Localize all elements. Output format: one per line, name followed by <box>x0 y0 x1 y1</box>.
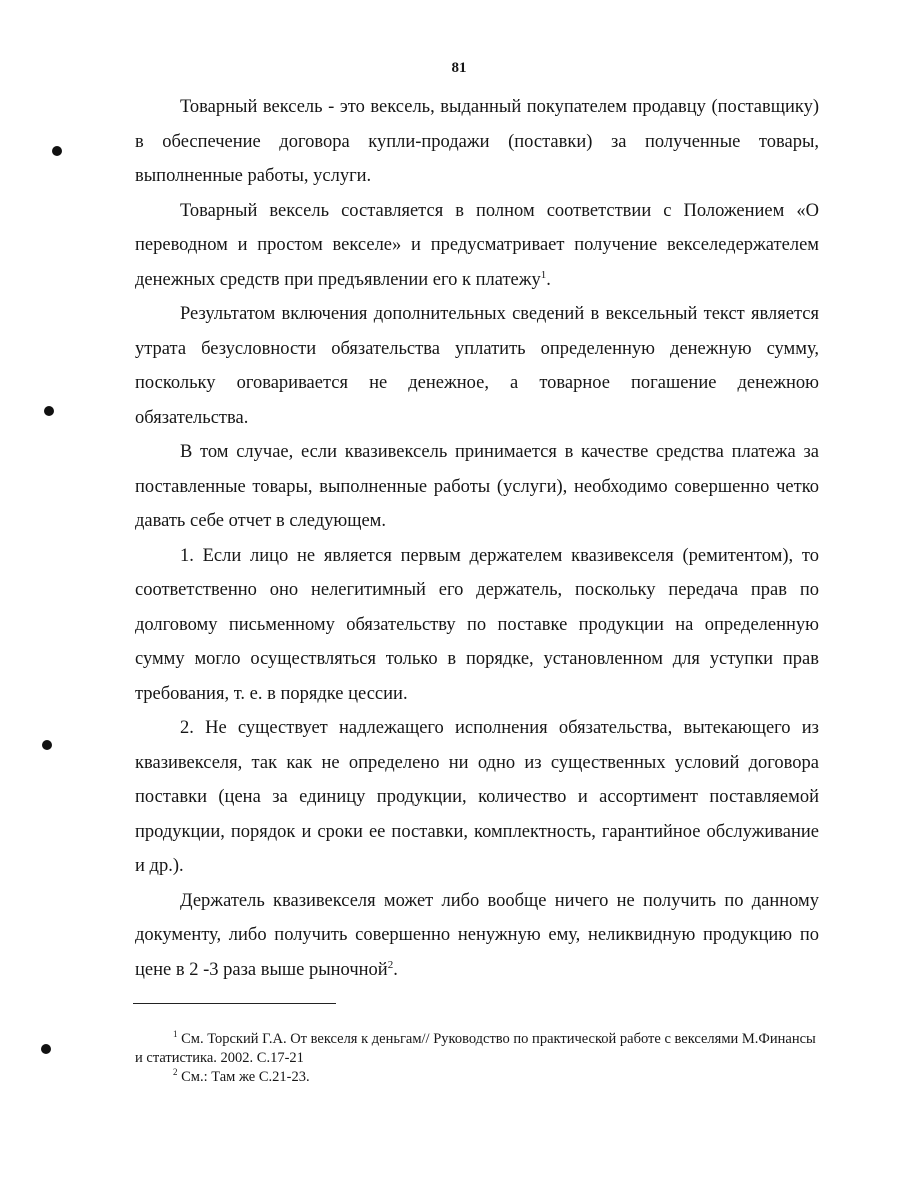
paragraph <box>135 435 819 539</box>
page-number: 81 <box>451 60 467 76</box>
paragraph-text: 1. Если лицо не является первым держателем квазивекселя (ремитентом), то соответственно оно нелегитимный его держатель, поскольку передача прав по долговому письменному обязательству по поставке продукции на определенную сумму могло осуществляться только в порядке, установленном для уступки прав требования, т. е. в порядке цессии. <box>135 545 819 704</box>
footnote-mark: 1 <box>173 1029 178 1040</box>
paragraph <box>135 539 819 712</box>
footnotes <box>135 1030 819 1087</box>
paragraph-text: 2. Не существует надлежащего исполнения обязательства, вытекающего из квазивекселя, так как не определено ни одно из существенных условий договора поставки (цена за единицу продукции, количество и ассортимент поставляемой продукции, порядок и сроки ее поставки, комплектность, гарантийное обслуживание и др.). <box>135 718 819 876</box>
paragraph-text: В том случае, если квазивексель принимается в качестве средства платежа за поставленные товары, выполненные работы (услуги), необходимо совершенно четко давать себе отчет в следующем. <box>135 442 819 531</box>
paragraph-text: Товарный вексель составляется в полном соответствии с Положением «О переводном и простом векселе» и предусматривает получение векселедержателем денежных средств при предъявлении его к платежу <box>135 200 819 290</box>
paragraph <box>135 90 819 194</box>
paragraph-tail: . <box>393 959 398 980</box>
paragraph <box>135 711 819 884</box>
paragraph-text: Результатом включения дополнительных сведений в вексельный текст является утрата безусловности обязательства уплатить определенную денежную сумму, поскольку оговаривается не денежное, а товарное погашение денежною обязательства. <box>135 304 819 428</box>
punch-hole-mark <box>52 146 62 156</box>
footnote-text: См. Торский Г.А. От векселя к деньгам// Руководство по практической работе с векселями М.Финансы и статистика. 2002. С.17-21 <box>135 1031 816 1066</box>
paragraph <box>135 194 819 298</box>
footnote-reference: 2 <box>387 958 394 971</box>
footnote <box>135 1068 819 1087</box>
paragraph <box>135 297 819 435</box>
footnote <box>135 1030 819 1068</box>
paragraph-tail: . <box>546 269 551 290</box>
punch-hole-mark <box>41 1044 51 1054</box>
footnote-reference: 1 <box>540 268 547 281</box>
paragraph <box>135 884 819 988</box>
body-text <box>135 90 819 987</box>
paragraph-text: Товарный вексель - это вексель, выданный покупателем продавцу (поставщику) в обеспечение договора купли-продажи (поставки) за полученные товары, выполненные работы, услуги. <box>135 97 819 186</box>
punch-hole-mark <box>42 740 52 750</box>
punch-hole-mark <box>44 406 54 416</box>
footnote-separator <box>133 1003 336 1004</box>
footnote-text: См.: Там же С.21-23. <box>177 1069 310 1085</box>
footnote-mark: 2 <box>173 1067 178 1078</box>
paragraph-text: Держатель квазивекселя может либо вообще ничего не получить по данному документу, либо получить совершенно ненужную ему, неликвидную продукцию по цене в 2 -3 раза выше рыночной <box>135 890 819 980</box>
